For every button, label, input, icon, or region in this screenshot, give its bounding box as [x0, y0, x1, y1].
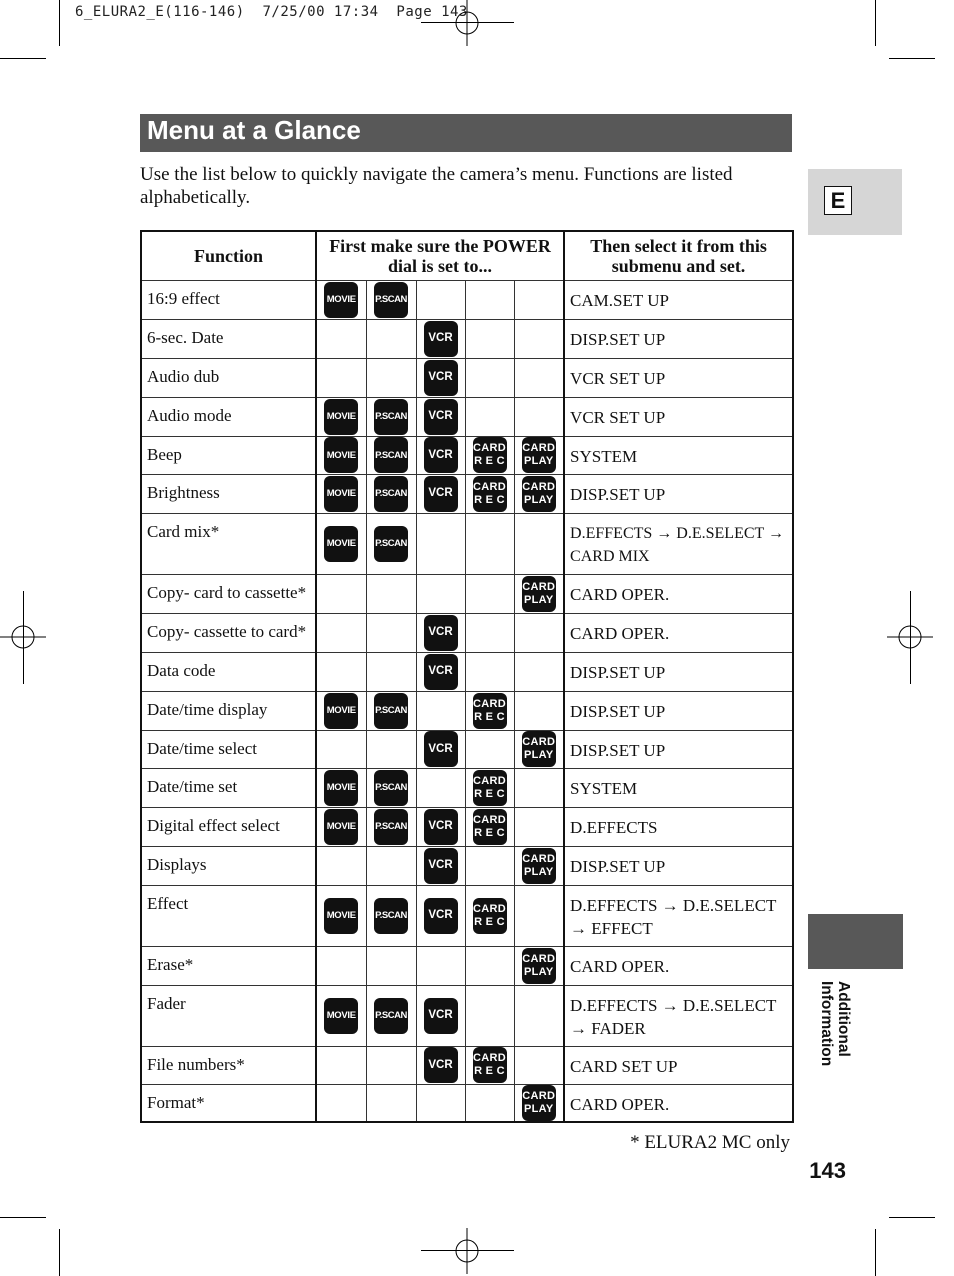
vcr-mode-icon: [424, 1047, 458, 1083]
mode-icon-label: VCR: [428, 448, 453, 461]
mode-icon-label: VCR: [428, 820, 453, 832]
mode-cell: [465, 691, 514, 730]
mode-icon-label: VCR: [428, 665, 453, 677]
card-play-mode-icon: [522, 848, 556, 884]
function-cell: 16:9 effect: [141, 280, 316, 319]
mode-cell: [465, 652, 514, 691]
card-rec-mode-icon: [473, 809, 507, 845]
mode-cell: [366, 730, 416, 768]
mode-icon-label: VCR: [428, 742, 453, 755]
submenu-cell: D.EFFECTS → D.E.SELECT → EFFECT: [564, 885, 793, 946]
mode-cell: [316, 319, 366, 358]
function-cell: Beep: [141, 436, 316, 474]
mode-icon-label: P.SCAN: [375, 705, 407, 716]
mode-cell: [316, 574, 366, 613]
table-row: [141, 768, 793, 807]
mode-cell: [465, 985, 514, 1046]
mode-cell: [416, 436, 465, 474]
mode-icon-label: CARD PLAY: [522, 952, 556, 978]
mode-cell: [514, 691, 564, 730]
mode-cell: [416, 1084, 465, 1122]
header-power: First make sure the POWER dial is set to...: [316, 231, 564, 280]
registration-mark-icon: [887, 614, 933, 660]
submenu-cell: DISP.SET UP: [564, 691, 793, 730]
mode-cell: [366, 807, 416, 846]
table-row: [141, 730, 793, 768]
intro-paragraph: Use the list below to quickly navigate the camera’s menu. Functions are listed alphabetically.: [140, 164, 733, 208]
mode-cell: [465, 397, 514, 436]
vcr-mode-icon: [424, 848, 458, 884]
mode-cell: [316, 474, 366, 513]
mode-icon-label: P.SCAN: [375, 294, 407, 305]
pscan-mode-icon: [374, 437, 408, 473]
crop-mark: [0, 1217, 46, 1218]
mode-icon-label: CARD PLAY: [522, 442, 556, 467]
mode-cell: [366, 397, 416, 436]
function-cell: Brightness: [141, 474, 316, 513]
table-row: [141, 1084, 793, 1122]
mode-icon-label: VCR: [428, 859, 453, 871]
mode-cell: [316, 652, 366, 691]
mode-icon-label: CARD R E C: [473, 1052, 506, 1077]
card-play-mode-icon: [522, 1085, 556, 1121]
vcr-mode-icon: [424, 476, 458, 512]
mode-cell: [316, 946, 366, 985]
mode-cell: [465, 613, 514, 652]
mode-cell: [366, 436, 416, 474]
mode-cell: [416, 613, 465, 652]
mode-cell: [465, 807, 514, 846]
table-row: [141, 691, 793, 730]
movie-mode-icon: [324, 693, 358, 729]
mode-icon-label: VCR: [428, 1058, 453, 1071]
mode-icon-label: CARD PLAY: [522, 580, 556, 606]
vcr-mode-icon: [424, 731, 458, 767]
mode-cell: [465, 574, 514, 613]
mode-cell: [366, 513, 416, 574]
mode-cell: [416, 652, 465, 691]
mode-cell: [366, 474, 416, 513]
mode-icon-label: MOVIE: [326, 411, 356, 422]
vcr-mode-icon: [424, 809, 458, 845]
mode-cell: [465, 319, 514, 358]
mode-cell: [316, 846, 366, 885]
mode-icon-label: P.SCAN: [375, 538, 407, 549]
movie-mode-icon: [324, 809, 358, 845]
mode-cell: [514, 474, 564, 513]
pscan-mode-icon: [374, 476, 408, 512]
function-cell: Erase*: [141, 946, 316, 985]
mode-cell: [316, 513, 366, 574]
header-submenu: Then select it from this submenu and set.: [564, 231, 793, 280]
function-cell: Date/time display: [141, 691, 316, 730]
footnote: * ELURA2 MC only: [630, 1132, 790, 1153]
submenu-cell: D.EFFECTS → D.E.SELECT → CARD MIX: [564, 513, 793, 574]
mode-cell: [366, 846, 416, 885]
pscan-mode-icon: [374, 693, 408, 729]
vcr-mode-icon: [424, 437, 458, 473]
mode-cell: [416, 946, 465, 985]
page-number: 143: [809, 1158, 846, 1183]
mode-cell: [366, 358, 416, 397]
print-slug: 6_ELURA2_E(116-146) 7/25/00 17:34 Page 143: [75, 4, 468, 20]
mode-cell: [416, 807, 465, 846]
mode-cell: [316, 280, 366, 319]
mode-cell: [465, 946, 514, 985]
mode-cell: [316, 985, 366, 1046]
mode-icon-label: VCR: [428, 487, 453, 499]
card-play-mode-icon: [522, 476, 556, 512]
movie-mode-icon: [324, 770, 358, 806]
mode-cell: [316, 691, 366, 730]
mode-icon-label: MOVIE: [326, 449, 356, 461]
menu-table-body: [141, 280, 793, 1122]
function-cell: Fader: [141, 985, 316, 1046]
mode-cell: [514, 319, 564, 358]
mode-cell: [366, 768, 416, 807]
mode-cell: [366, 691, 416, 730]
mode-icon-label: P.SCAN: [375, 910, 407, 921]
mode-cell: [366, 946, 416, 985]
mode-cell: [416, 768, 465, 807]
card-rec-mode-icon: [473, 898, 507, 934]
mode-icon-label: VCR: [428, 909, 453, 921]
side-label-line2: Information: [818, 981, 835, 1067]
crop-mark: [59, 0, 60, 46]
submenu-cell: D.EFFECTS: [564, 807, 793, 846]
mode-icon-label: CARD R E C: [473, 902, 506, 928]
submenu-cell: D.EFFECTS → D.E.SELECT → FADER: [564, 985, 793, 1046]
mode-cell: [514, 1084, 564, 1122]
mode-cell: [316, 1084, 366, 1122]
submenu-cell: SYSTEM: [564, 768, 793, 807]
mode-cell: [366, 1046, 416, 1084]
function-cell: Audio mode: [141, 397, 316, 436]
function-cell: Audio dub: [141, 358, 316, 397]
mode-cell: [316, 807, 366, 846]
mode-cell: [416, 280, 465, 319]
mode-cell: [316, 885, 366, 946]
mode-cell: [316, 768, 366, 807]
movie-mode-icon: [324, 399, 358, 435]
submenu-cell: VCR SET UP: [564, 397, 793, 436]
mode-cell: [366, 574, 416, 613]
mode-cell: [465, 513, 514, 574]
function-cell: 6-sec. Date: [141, 319, 316, 358]
submenu-cell: VCR SET UP: [564, 358, 793, 397]
mode-icon-label: MOVIE: [326, 821, 356, 832]
mode-cell: [366, 985, 416, 1046]
mode-cell: [465, 768, 514, 807]
mode-icon-label: CARD R E C: [473, 774, 506, 800]
mode-icon-label: MOVIE: [326, 1010, 356, 1021]
card-rec-mode-icon: [473, 437, 507, 473]
card-rec-mode-icon: [473, 476, 507, 512]
submenu-cell: SYSTEM: [564, 436, 793, 474]
submenu-cell: DISP.SET UP: [564, 652, 793, 691]
function-cell: Data code: [141, 652, 316, 691]
table-row: [141, 358, 793, 397]
table-row: [141, 513, 793, 574]
vcr-mode-icon: [424, 654, 458, 690]
mode-cell: [416, 730, 465, 768]
function-cell: Copy- card to cassette*: [141, 574, 316, 613]
vcr-mode-icon: [424, 360, 458, 396]
table-row: [141, 397, 793, 436]
submenu-cell: CARD OPER.: [564, 574, 793, 613]
pscan-mode-icon: [374, 770, 408, 806]
crop-mark: [59, 1229, 60, 1276]
card-rec-mode-icon: [473, 693, 507, 729]
mode-cell: [316, 436, 366, 474]
function-cell: Date/time set: [141, 768, 316, 807]
table-row: [141, 807, 793, 846]
table-row: [141, 652, 793, 691]
submenu-cell: DISP.SET UP: [564, 319, 793, 358]
mode-icon-label: VCR: [428, 332, 453, 344]
submenu-cell: DISP.SET UP: [564, 846, 793, 885]
language-tab-letter: E: [824, 186, 852, 215]
mode-icon-label: P.SCAN: [375, 1010, 407, 1021]
card-play-mode-icon: [522, 948, 556, 984]
mode-cell: [316, 397, 366, 436]
table-row: [141, 613, 793, 652]
mode-cell: [465, 730, 514, 768]
mode-cell: [316, 1046, 366, 1084]
function-cell: Effect: [141, 885, 316, 946]
mode-cell: [514, 846, 564, 885]
submenu-cell: CARD OPER.: [564, 946, 793, 985]
submenu-cell: CARD OPER.: [564, 1084, 793, 1122]
vcr-mode-icon: [424, 321, 458, 357]
card-play-mode-icon: [522, 576, 556, 612]
mode-cell: [416, 985, 465, 1046]
table-row: [141, 474, 793, 513]
mode-cell: [366, 652, 416, 691]
card-play-mode-icon: [522, 731, 556, 767]
crop-mark: [875, 0, 876, 46]
submenu-cell: DISP.SET UP: [564, 730, 793, 768]
mode-cell: [514, 513, 564, 574]
submenu-cell: CARD SET UP: [564, 1046, 793, 1084]
pscan-mode-icon: [374, 526, 408, 562]
movie-mode-icon: [324, 526, 358, 562]
mode-cell: [416, 319, 465, 358]
section-marker-block: [808, 914, 903, 969]
mode-cell: [465, 1046, 514, 1084]
table-row: [141, 1046, 793, 1084]
mode-cell: [465, 885, 514, 946]
table-row: [141, 319, 793, 358]
table-row: [141, 574, 793, 613]
mode-cell: [416, 513, 465, 574]
table-row: [141, 280, 793, 319]
mode-cell: [514, 768, 564, 807]
registration-mark-icon: [444, 0, 490, 46]
header-function: Function: [141, 231, 316, 280]
mode-cell: [514, 985, 564, 1046]
crop-mark: [0, 58, 46, 59]
side-label-line1: Additional: [835, 981, 852, 1057]
mode-cell: [316, 730, 366, 768]
pscan-mode-icon: [374, 809, 408, 845]
function-cell: File numbers*: [141, 1046, 316, 1084]
movie-mode-icon: [324, 998, 358, 1034]
vcr-mode-icon: [424, 615, 458, 651]
section-side-label: [808, 981, 852, 1101]
vcr-mode-icon: [424, 898, 458, 934]
mode-cell: [366, 613, 416, 652]
vcr-mode-icon: [424, 399, 458, 435]
mode-icon-label: CARD PLAY: [522, 852, 556, 878]
mode-icon-label: P.SCAN: [375, 782, 407, 793]
mode-cell: [416, 691, 465, 730]
mode-cell: [416, 1046, 465, 1084]
mode-cell: [514, 436, 564, 474]
mode-icon-label: P.SCAN: [375, 449, 407, 461]
mode-cell: [465, 436, 514, 474]
mode-icon-label: CARD R E C: [473, 697, 506, 723]
pscan-mode-icon: [374, 998, 408, 1034]
table-row: [141, 946, 793, 985]
mode-icon-label: VCR: [428, 371, 453, 383]
mode-cell: [514, 1046, 564, 1084]
pscan-mode-icon: [374, 282, 408, 318]
mode-cell: [416, 846, 465, 885]
mode-cell: [514, 885, 564, 946]
mode-cell: [514, 397, 564, 436]
vcr-mode-icon: [424, 998, 458, 1034]
mode-icon-label: VCR: [428, 626, 453, 638]
mode-icon-label: MOVIE: [326, 782, 356, 793]
mode-cell: [366, 280, 416, 319]
crop-mark: [875, 1229, 876, 1276]
crop-mark: [889, 58, 935, 59]
registration-mark-icon: [0, 614, 46, 660]
mode-cell: [514, 574, 564, 613]
mode-cell: [416, 885, 465, 946]
mode-cell: [465, 280, 514, 319]
function-cell: Digital effect select: [141, 807, 316, 846]
mode-cell: [366, 885, 416, 946]
page-title-bar: [140, 114, 792, 152]
pscan-mode-icon: [374, 898, 408, 934]
mode-icon-label: P.SCAN: [375, 821, 407, 832]
mode-icon-label: CARD R E C: [473, 813, 506, 839]
mode-icon-label: MOVIE: [326, 538, 356, 549]
movie-mode-icon: [324, 476, 358, 512]
movie-mode-icon: [324, 437, 358, 473]
mode-icon-label: MOVIE: [326, 910, 356, 921]
mode-icon-label: MOVIE: [326, 488, 356, 499]
mode-icon-label: CARD PLAY: [522, 480, 556, 506]
mode-icon-label: CARD R E C: [473, 442, 506, 467]
function-cell: Date/time select: [141, 730, 316, 768]
card-rec-mode-icon: [473, 770, 507, 806]
mode-cell: [316, 613, 366, 652]
mode-icon-label: VCR: [428, 1009, 453, 1021]
mode-cell: [416, 574, 465, 613]
table-row: [141, 436, 793, 474]
mode-cell: [416, 474, 465, 513]
table-row: [141, 846, 793, 885]
menu-table: [140, 230, 794, 1123]
submenu-cell: CAM.SET UP: [564, 280, 793, 319]
mode-cell: [514, 613, 564, 652]
mode-cell: [514, 730, 564, 768]
mode-icon-label: MOVIE: [326, 294, 356, 305]
submenu-cell: DISP.SET UP: [564, 474, 793, 513]
mode-cell: [366, 319, 416, 358]
mode-cell: [514, 946, 564, 985]
mode-cell: [316, 358, 366, 397]
mode-cell: [514, 652, 564, 691]
mode-cell: [366, 1084, 416, 1122]
crop-mark: [889, 1217, 935, 1218]
function-cell: Displays: [141, 846, 316, 885]
registration-mark-icon: [444, 1228, 490, 1274]
table-row: [141, 885, 793, 946]
mode-cell: [465, 474, 514, 513]
table-row: [141, 985, 793, 1046]
mode-cell: [465, 1084, 514, 1122]
card-rec-mode-icon: [473, 1047, 507, 1083]
submenu-cell: CARD OPER.: [564, 613, 793, 652]
function-cell: Copy- cassette to card*: [141, 613, 316, 652]
function-cell: Card mix*: [141, 513, 316, 574]
mode-cell: [514, 358, 564, 397]
mode-icon-label: CARD R E C: [473, 480, 506, 506]
mode-icon-label: VCR: [428, 410, 453, 422]
function-cell: Format*: [141, 1084, 316, 1122]
mode-icon-label: P.SCAN: [375, 411, 407, 422]
card-play-mode-icon: [522, 437, 556, 473]
mode-icon-label: P.SCAN: [375, 488, 407, 499]
movie-mode-icon: [324, 898, 358, 934]
page-title: Menu at a Glance: [147, 115, 361, 145]
mode-cell: [514, 280, 564, 319]
mode-icon-label: MOVIE: [326, 705, 356, 716]
mode-cell: [465, 846, 514, 885]
mode-cell: [416, 358, 465, 397]
mode-cell: [416, 397, 465, 436]
language-tab: [808, 169, 902, 235]
mode-icon-label: CARD PLAY: [522, 736, 556, 761]
mode-cell: [465, 358, 514, 397]
mode-cell: [514, 807, 564, 846]
movie-mode-icon: [324, 282, 358, 318]
mode-icon-label: CARD PLAY: [522, 1089, 556, 1115]
pscan-mode-icon: [374, 399, 408, 435]
